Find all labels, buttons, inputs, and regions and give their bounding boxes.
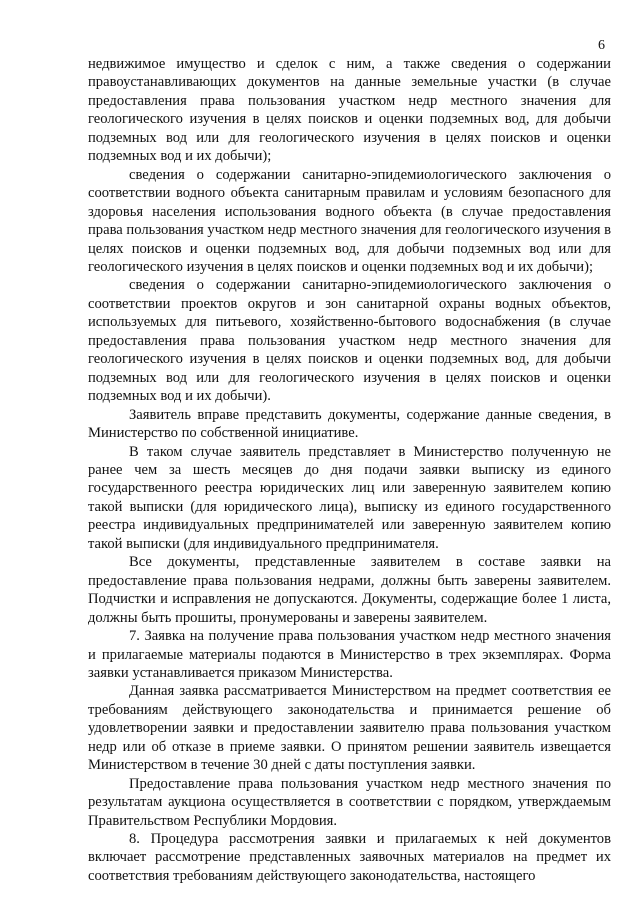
paragraph-sanitary-water-object: сведения о содержании санитарно-эпидемиологического заключения о соответствии водного объекта санитарным правилам и условиям безопасного для здоровья населения использования водного объекта (в случае предоставления права пользования участком недр местного значения для геологического изучения в целях поисков и оценки подземных вод, для добычи подземных вод или для геологического изучения в целях поисков и оценки подземных вод и их добычи);: [88, 166, 611, 275]
paragraph-sanitary-protection-zones: сведения о содержании санитарно-эпидемиологического заключения о соответствии проектов округов и зон санитарной охраны водных объектов, используемых для питьевого, хозяйственно-бытового водоснабжения (в случае предоставления права пользования участком недр местного значения для геологического изучения в целях поисков и оценки подземных вод, для добычи подземных вод или для геологического изучения в целях поисков и оценки подземных вод и их добычи).: [88, 277, 611, 405]
paragraph-auction: Предоставление права пользования участком недр местного значения по результатам аукциона осуществляется в соответствии с порядком, утверждаемым Правительством Республики Мордовия.: [88, 775, 611, 829]
page-number: 6: [598, 38, 605, 53]
paragraph-continuation: недвижимое имущество и сделок с ним, а также сведения о содержании правоустанавливающих документов на данные земельные участки (в случае предоставления права пользования участком недр местного значения для геологического изучения в целях поисков и оценки подземных вод, для добычи подземных вод или для геологического изучения в целях поисков и оценки подземных вод и их добычи);: [88, 56, 611, 165]
document-body: [88, 55, 611, 885]
paragraph-registry-extract: В таком случае заявитель представляет в Министерство полученную не ранее чем за шесть месяцев до дня подачи заявки выписку из единого государственного реестра юридических лиц или заверенную заявителем копию такой выписки (для юридического лица), выписку из единого государственного реестра индивидуальных предпринимателей или заверенную заявителем копию такой выписки (для индивидуального предпринимателя.: [88, 443, 611, 552]
paragraph-application-review: Данная заявка рассматривается Министерством на предмет соответствия ее требованиям действующего законодательства и принимается решение об удовлетворении заявки и предоставлении заявителю права пользования участком недр или об отказе в приеме заявки. О принятом решении заявитель извещается Министерством в течение 30 дней с даты поступления заявки.: [88, 683, 611, 774]
paragraph-own-initiative: Заявитель вправе представить документы, содержание данные сведения, в Министерство по собственной инициативе.: [88, 406, 611, 442]
paragraph-item-7: 7. Заявка на получение права пользования участком недр местного значения и прилагаемые материалы подаются в Министерство в трех экземплярах. Форма заявки устанавливается приказом Министерства.: [88, 628, 611, 681]
paragraph-document-certification: Все документы, представленные заявителем в составе заявки на предоставление права пользования недрами, должны быть заверены заявителем. Подчистки и исправления не допускаются. Документы, содержащие более 1 листа, должны быть прошиты, пронумерованы и заверены заявителем.: [88, 554, 611, 626]
paragraph-item-8: 8. Процедура рассмотрения заявки и прилагаемых к ней документов включает рассмотрение представленных заявочных материалов на предмет их соответствия требованиям действующего законодательства, настоящего: [88, 831, 611, 884]
